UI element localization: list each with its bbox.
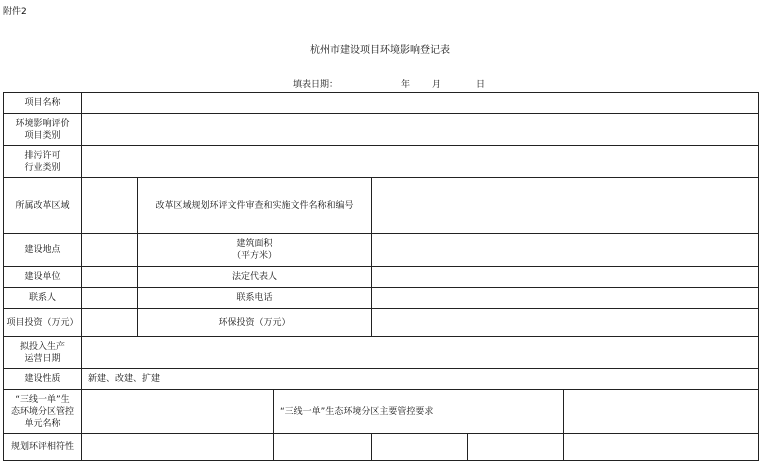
operation-date-field[interactable]: [82, 337, 759, 369]
reform-zone-label: 所属改革区域: [4, 178, 82, 234]
project-name-field[interactable]: [82, 93, 759, 114]
nature-label: 建设性质: [4, 369, 82, 390]
investment-label: 项目投资（万元）: [4, 309, 82, 337]
control-req-label: “三线一单”生态环境分区主要管控要求: [274, 390, 564, 434]
planning-label: 规划环评相符性: [4, 434, 82, 461]
builder-field[interactable]: [82, 267, 138, 288]
date-label: 填表日期：: [293, 80, 339, 90]
floor-area-field[interactable]: [372, 234, 759, 267]
unit-name-label: “三线一单”生 态环境分区管控 单元名称: [4, 390, 82, 434]
contact-field[interactable]: [82, 288, 138, 309]
legal-rep-field[interactable]: [372, 267, 759, 288]
contact-label: 联系人: [4, 288, 82, 309]
date-year: 年: [401, 80, 411, 90]
operation-date-label: 拟投入生产 运营日期: [4, 337, 82, 369]
phone-label: 联系电话: [138, 288, 372, 309]
planning-field-1[interactable]: [82, 434, 274, 461]
reform-doc-label: 改革区域规划环评文件审查和实施文件名称和编号: [138, 178, 372, 234]
registration-form: [3, 92, 759, 461]
location-label: 建设地点: [4, 234, 82, 267]
planning-field-3[interactable]: [372, 434, 468, 461]
date-month: 月: [432, 80, 442, 90]
env-investment-label: 环保投资（万元）: [138, 309, 372, 337]
env-investment-field[interactable]: [372, 309, 759, 337]
eia-category-field[interactable]: [82, 114, 759, 146]
builder-label: 建设单位: [4, 267, 82, 288]
eia-category-label: 环境影响评价 项目类别: [4, 114, 82, 146]
location-field[interactable]: [82, 234, 138, 267]
legal-rep-label: 法定代表人: [138, 267, 372, 288]
planning-field-5[interactable]: [564, 434, 759, 461]
floor-area-label: 建筑面积 （平方米）: [138, 234, 372, 267]
attachment-label: 附件2: [3, 7, 27, 17]
control-req-field[interactable]: [564, 390, 759, 434]
reform-doc-field[interactable]: [372, 178, 759, 234]
date-day: 日: [476, 80, 486, 90]
planning-field-2[interactable]: [274, 434, 372, 461]
unit-name-field[interactable]: [82, 390, 274, 434]
form-title: 杭州市建设项目环境影响登记表: [310, 45, 450, 56]
phone-field[interactable]: [372, 288, 759, 309]
permit-industry-field[interactable]: [82, 146, 759, 178]
permit-industry-label: 排污许可 行业类别: [4, 146, 82, 178]
nature-value[interactable]: 新建、改建、扩建: [82, 369, 759, 390]
reform-zone-field[interactable]: [82, 178, 138, 234]
investment-field[interactable]: [82, 309, 138, 337]
project-name-label: 项目名称: [4, 93, 82, 114]
planning-field-4[interactable]: [468, 434, 564, 461]
